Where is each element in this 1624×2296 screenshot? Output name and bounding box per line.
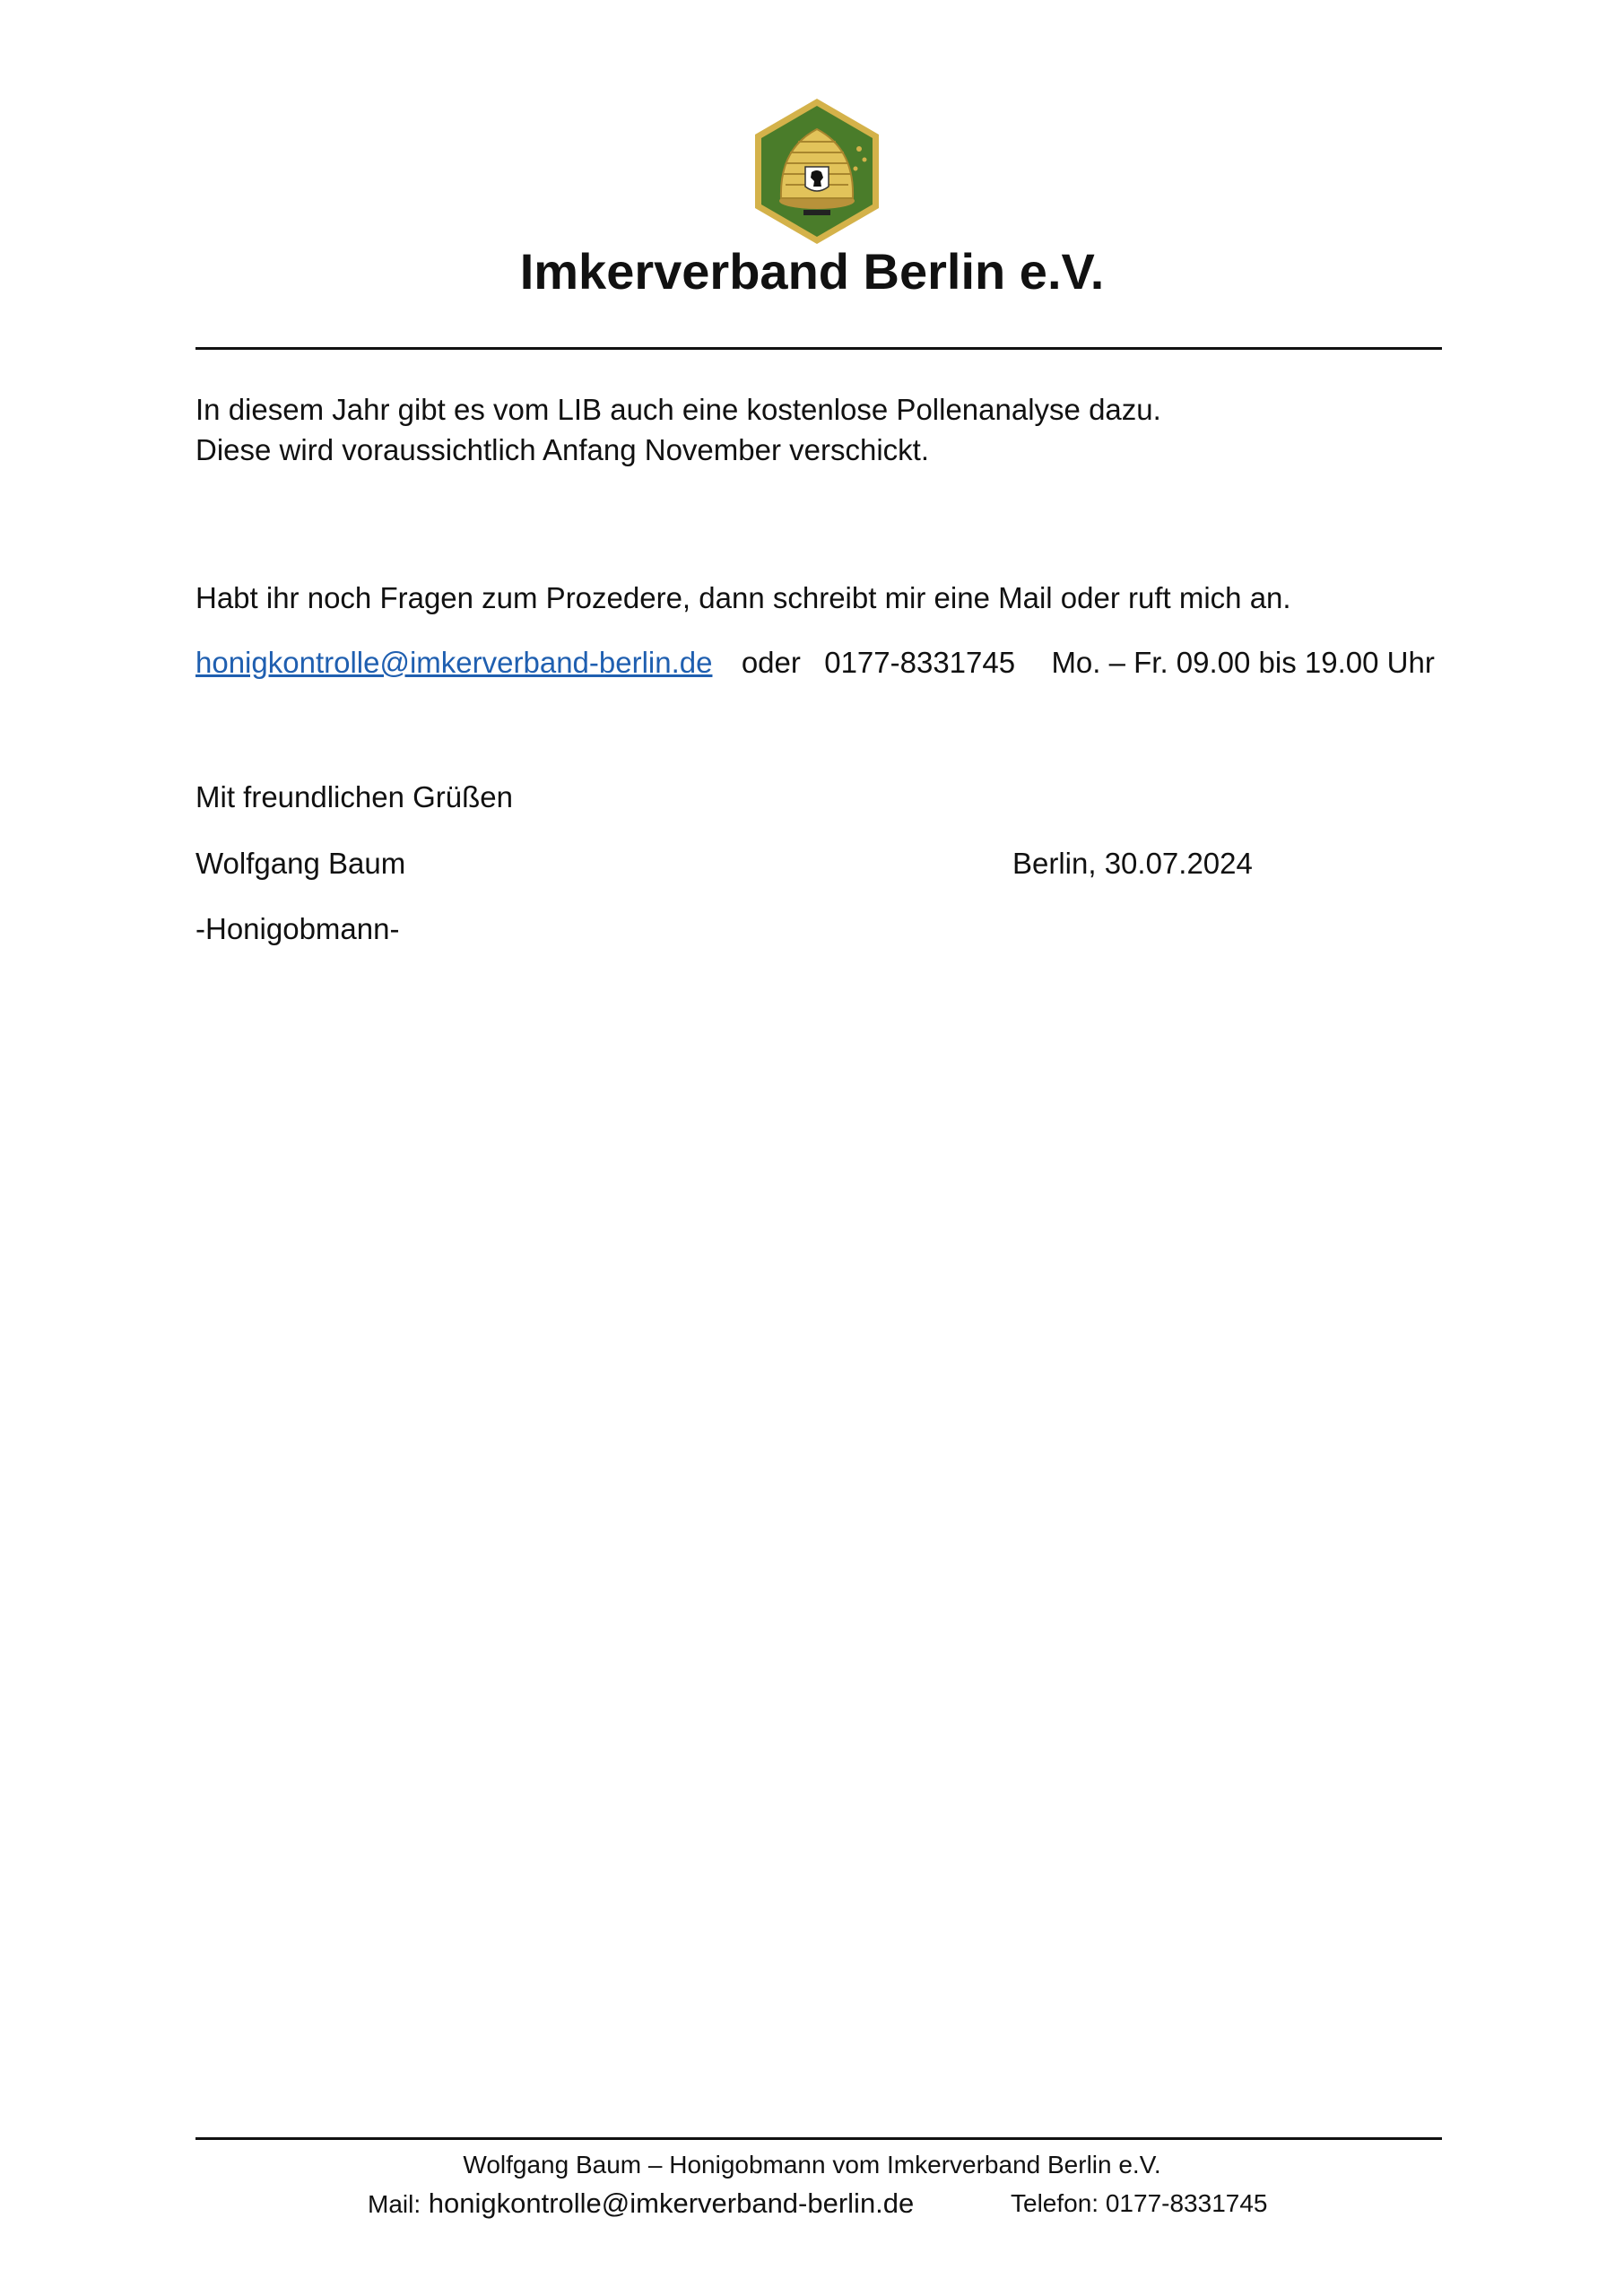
- footer-divider: [195, 2137, 1442, 2140]
- footer-phone-number: 0177-8331745: [1105, 2189, 1268, 2217]
- footer-line: Wolfgang Baum – Honigobmann vom Imkerverband Berlin e.V.: [463, 2151, 1161, 2179]
- footer-phone-label: Telefon:: [1011, 2189, 1099, 2217]
- hours-text: Mo. – Fr. 09.00 bis 19.00 Uhr: [1051, 646, 1435, 679]
- phone-text: 0177-8331745: [824, 646, 1016, 679]
- paragraph-line-1: In diesem Jahr gibt es vom LIB auch eine kostenlose Pollenanalyse dazu.: [195, 393, 1161, 426]
- or-text: oder: [741, 646, 801, 679]
- place-date: Berlin, 30.07.2024: [1012, 847, 1253, 880]
- greeting: Mit freundlichen Grüßen: [195, 780, 513, 813]
- footer-mail: [368, 2187, 914, 2220]
- footer-phone: [1011, 2189, 1267, 2218]
- header-divider: [195, 347, 1442, 350]
- logo: [750, 95, 884, 248]
- org-title: Imkerverband Berlin e.V.: [519, 243, 1105, 300]
- signature-name: Wolfgang Baum: [195, 847, 406, 880]
- role-text: -Honigobmann-: [195, 912, 400, 945]
- footer-mail-address[interactable]: honigkontrolle@imkerverband-berlin.de: [428, 2187, 915, 2219]
- paragraph-line-2: Diese wird voraussichtlich Anfang November verschickt.: [195, 433, 929, 466]
- question-text: Habt ihr noch Fragen zum Prozedere, dann schreibt mir eine Mail oder ruft mich an.: [195, 581, 1291, 614]
- contact-line: [195, 646, 1435, 680]
- footer-mail-label: Mail:: [368, 2190, 421, 2218]
- beehive-bear-crest-icon: [750, 95, 884, 248]
- email-link[interactable]: honigkontrolle@imkerverband-berlin.de: [195, 646, 713, 679]
